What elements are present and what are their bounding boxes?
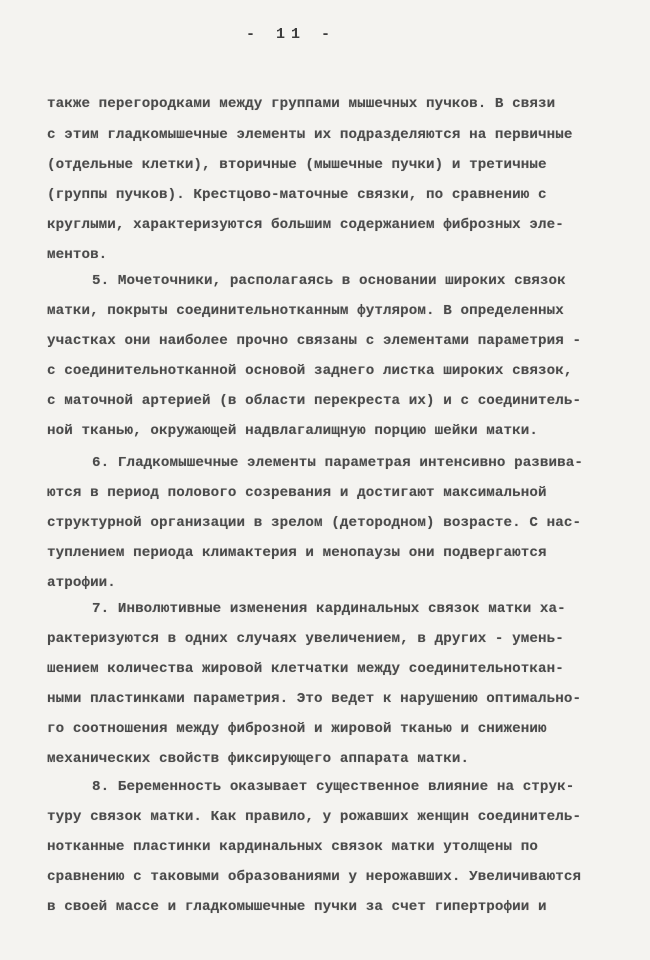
page-number: - 11 - — [246, 26, 337, 43]
text-line: ментов. — [47, 247, 108, 263]
text-line: ной тканью, окружающей надвлагалищную порцию шейки матки. — [47, 423, 538, 439]
paragraph-start: 6. Гладкомышечные элементы параметрая интенсивно развива- — [92, 455, 583, 471]
text-line: го соотношения между фиброзной и жировой тканью и снижению — [47, 721, 547, 737]
text-line: круглыми, характеризуются большим содержанием фиброзных эле- — [47, 217, 564, 233]
text-line: (группы пучков). Крестцово-маточные связки, по сравнению с — [47, 187, 547, 203]
text-line: (отдельные клетки), вторичные (мышечные пучки) и третичные — [47, 157, 547, 173]
text-line: в своей массе и гладкомышечные пучки за счет гипертрофии и — [47, 899, 547, 915]
text-line: также перегородками между группами мышечных пучков. В связи — [47, 96, 556, 112]
paragraph-start: 8. Беременность оказывает существенное влияние на струк- — [92, 779, 575, 795]
text-line: туру связок матки. Как правило, у рожавших женщин соединитель- — [47, 809, 582, 825]
text-line: ными пластинками параметрия. Это ведет к нарушению оптимально- — [47, 691, 582, 707]
paragraph-start: 7. Инволютивные изменения кардинальных связок матки ха- — [92, 601, 566, 617]
text-line: с соединительнотканной основой заднего листка широких связок, — [47, 363, 573, 379]
text-line: с маточной артерией (в области перекреста их) и с соединитель- — [47, 393, 582, 409]
text-line: атрофии. — [47, 575, 116, 591]
text-line: участках они наиболее прочно связаны с элементами параметрия - — [47, 333, 582, 349]
text-line: шением количества жировой клетчатки между соединительноткан- — [47, 661, 564, 677]
text-line: структурной организации в зрелом (детородном) возрасте. С нас- — [47, 515, 582, 531]
paragraph-start: 5. Мочеточники, располагаясь в основании широких связок — [92, 273, 566, 289]
text-line: туплением периода климактерия и менопаузы они подвергаются — [47, 545, 547, 561]
text-line: матки, покрыты соединительнотканным футляром. В определенных — [47, 303, 564, 319]
text-line: ются в период полового созревания и достигают максимальной — [47, 485, 547, 501]
text-line: механических свойств фиксирующего аппарата матки. — [47, 751, 470, 767]
text-line: с этим гладкомышечные элементы их подразделяются на первичные — [47, 127, 573, 143]
text-line: рактеризуются в одних случаях увеличением, в других - умень- — [47, 631, 564, 647]
text-line: нотканные пластинки кардинальных связок матки утолщены по — [47, 839, 538, 855]
text-line: сравнению с таковыми образованиями у нерожавших. Увеличиваются — [47, 869, 582, 885]
